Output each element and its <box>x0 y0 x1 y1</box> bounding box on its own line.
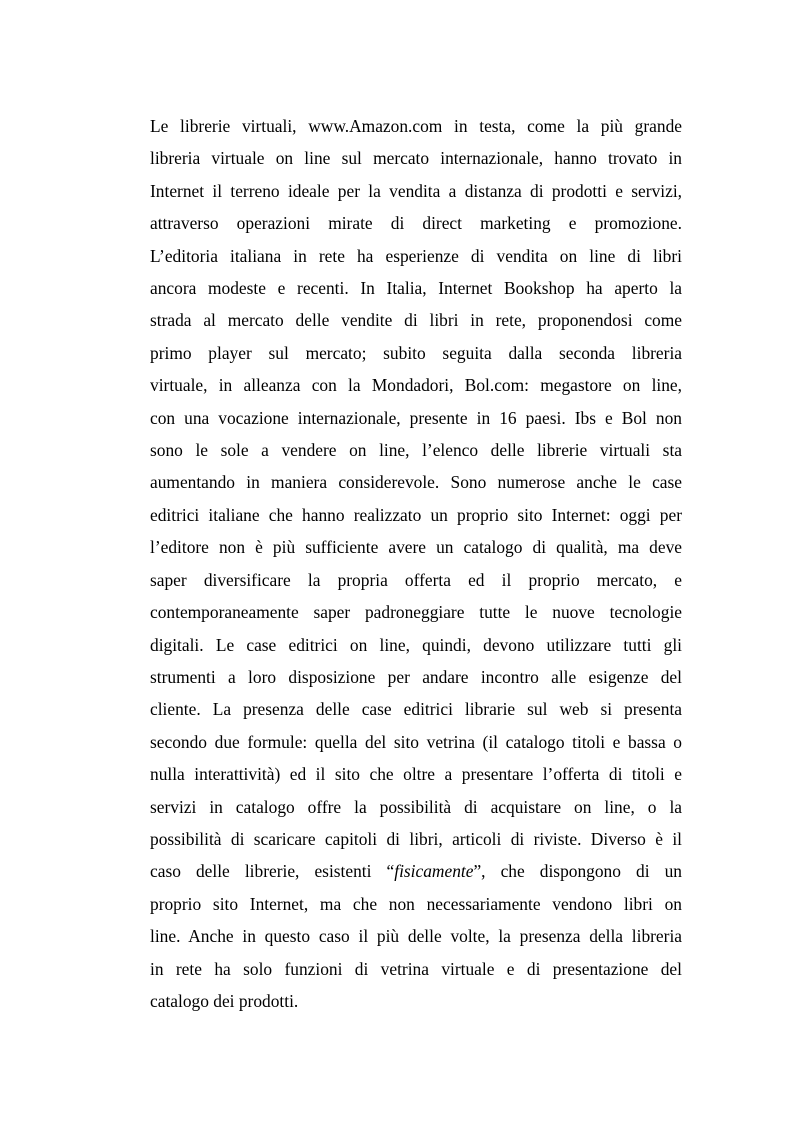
text-line: proprio sito Internet, ma che non necessariamente vendono libri on <box>150 893 682 914</box>
text-line: virtuale, in alleanza con la Mondadori, Bol.com: megastore on line, <box>150 375 682 396</box>
italic-word: fisicamente <box>394 861 474 882</box>
text-line: L’editoria italiana in rete ha esperienze di vendita on line di libri <box>150 245 682 266</box>
text-segment: ”, che dispongono di un <box>473 861 682 882</box>
text-line: aumentando in maniera considerevole. Sono numerose anche le case <box>150 472 682 493</box>
text-line: strumenti a loro disposizione per andare incontro alle esigenze del <box>150 666 682 687</box>
text-line: Internet il terreno ideale per la vendita a distanza di prodotti e servizi, <box>150 180 682 201</box>
text-line: contemporaneamente saper padroneggiare tutte le nuove tecnologie <box>150 602 682 623</box>
text-line: l’editore non è più sufficiente avere un catalogo di qualità, ma deve <box>150 537 682 558</box>
body-paragraph <box>150 110 682 1017</box>
text-line: primo player sul mercato; subito seguita dalla seconda libreria <box>150 342 682 363</box>
text-line: secondo due formule: quella del sito vetrina (il catalogo titoli e bassa o <box>150 731 682 752</box>
text-line: editrici italiane che hanno realizzato un proprio sito Internet: oggi per <box>150 504 682 525</box>
text-line: saper diversificare la propria offerta ed il proprio mercato, e <box>150 569 682 590</box>
text-line: sono le sole a vendere on line, l’elenco delle librerie virtuali sta <box>150 440 682 461</box>
text-line: Le librerie virtuali, www.Amazon.com in testa, come la più grande <box>150 116 682 136</box>
text-line-with-italic <box>150 855 682 887</box>
text-line: libreria virtuale on line sul mercato internazionale, hanno trovato in <box>150 148 682 169</box>
text-line-last: catalogo dei prodotti. <box>150 990 299 1011</box>
text-line: ancora modeste e recenti. In Italia, Internet Bookshop ha aperto la <box>150 278 682 299</box>
text-line: cliente. La presenza delle case editrici librarie sul web si presenta <box>150 699 682 720</box>
text-line: digitali. Le case editrici on line, quindi, devono utilizzare tutti gli <box>150 634 682 655</box>
text-segment: caso delle librerie, esistenti “ <box>150 861 395 882</box>
text-line: possibilità di scaricare capitoli di libri, articoli di riviste. Diverso è il <box>150 828 682 849</box>
text-line: attraverso operazioni mirate di direct marketing e promozione. <box>150 213 682 234</box>
text-line: nulla interattività) ed il sito che oltre a presentare l’offerta di titoli e <box>150 764 682 785</box>
text-line: line. Anche in questo caso il più delle volte, la presenza della libreria <box>150 926 682 947</box>
text-line: strada al mercato delle vendite di libri in rete, proponendosi come <box>150 310 682 331</box>
text-line: con una vocazione internazionale, presente in 16 paesi. Ibs e Bol non <box>150 407 682 428</box>
text-line: in rete ha solo funzioni di vetrina virtuale e di presentazione del <box>150 958 682 979</box>
text-line: servizi in catalogo offre la possibilità di acquistare on line, o la <box>150 796 682 817</box>
